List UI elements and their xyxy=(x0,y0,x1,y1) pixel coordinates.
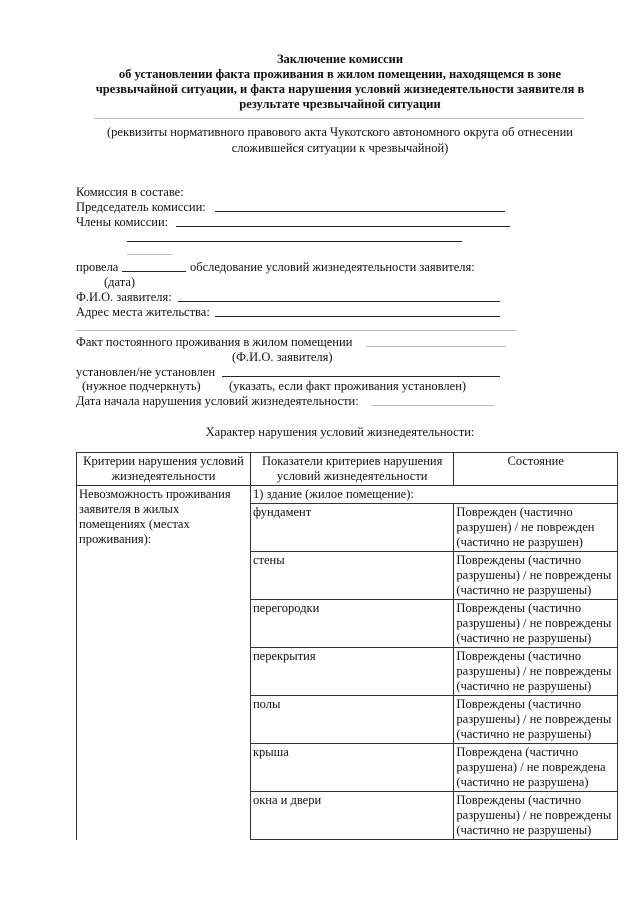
table-title: Характер нарушения условий жизнедеятельности: xyxy=(205,425,475,439)
address-field-2[interactable] xyxy=(76,330,516,331)
address-field[interactable] xyxy=(215,316,500,317)
state-cell: Повреждена (частично разрушена) / не повреждена (частично не разрушена) xyxy=(454,744,618,792)
chairman-label: Председатель комиссии: xyxy=(76,200,206,214)
state-cell: Повреждены (частично разрушены) / не повреждены (частично не разрушены) xyxy=(454,648,618,696)
start-date-field[interactable] xyxy=(372,405,494,406)
members-label: Члены комиссии: xyxy=(76,215,169,229)
members-field-1[interactable] xyxy=(176,226,510,227)
members-field-2[interactable] xyxy=(127,241,462,242)
table-header-row xyxy=(77,453,618,486)
table-row xyxy=(77,486,618,504)
conducted-suffix: обследование условий жизнедеятельности заявителя: xyxy=(190,260,475,274)
hint-underline: (нужное подчеркнуть) xyxy=(82,379,201,393)
indicator-cell: полы xyxy=(250,696,453,744)
date-hint: (дата) xyxy=(104,275,136,289)
group-cell: 1) здание (жилое помещение): xyxy=(250,486,617,504)
indicator-cell: перегородки xyxy=(250,600,453,648)
fact-fio-field[interactable] xyxy=(366,346,506,347)
fio-label: Ф.И.О. заявителя: xyxy=(76,290,172,304)
hint-specify: (указать, если факт проживания установлен) xyxy=(229,379,467,393)
violation-table xyxy=(76,452,618,840)
doc-title-line-3: чрезвычайной ситуации, и факта нарушения условий жизнедеятельности заявителя в xyxy=(95,82,585,96)
address-label: Адрес места жительства: xyxy=(76,305,210,319)
indicator-cell: стены xyxy=(250,552,453,600)
header-indicators: Показатели критериев нарушения условий жизнедеятельности xyxy=(250,453,453,486)
requisites-line xyxy=(94,118,584,119)
doc-title-line-1: Заключение комиссии xyxy=(276,52,404,66)
indicator-cell: окна и двери xyxy=(250,792,453,840)
state-cell: Поврежден (частично разрушен) / не поврежден (частично не разрушен) xyxy=(454,504,618,552)
requisites-note-1: (реквизиты нормативного правового акта Чукотского автономного округа об отнесении xyxy=(106,125,573,139)
criterion-cell: Невозможность проживания заявителя в жилых помещениях (местах проживания): xyxy=(77,486,251,840)
survey-date-field[interactable] xyxy=(122,271,186,272)
doc-title-line-2: об установлении факта проживания в жилом помещении, находящемся в зоне xyxy=(118,67,562,81)
fio-hint: (Ф.И.О. заявителя) xyxy=(232,350,333,364)
indicator-cell: крыша xyxy=(250,744,453,792)
members-field-3[interactable] xyxy=(127,254,172,255)
commission-label: Комиссия в составе: xyxy=(76,185,184,199)
start-date-label: Дата начала нарушения условий жизнедеятельности: xyxy=(76,394,359,408)
state-cell: Повреждены (частично разрушены) / не повреждены (частично не разрушены) xyxy=(454,600,618,648)
header-state: Состояние xyxy=(454,453,618,486)
header-criteria: Критерии нарушения условий жизнедеятельности xyxy=(77,453,251,486)
state-cell: Повреждены (частично разрушены) / не повреждены (частично не разрушены) xyxy=(454,696,618,744)
requisites-note-2: сложившейся ситуации к чрезвычайной) xyxy=(231,141,449,155)
doc-title-line-4: результате чрезвычайной ситуации xyxy=(239,97,441,111)
fact-label: Факт постоянного проживания в жилом помещении xyxy=(76,335,353,349)
established-field[interactable] xyxy=(222,376,500,377)
indicator-cell: перекрытия xyxy=(250,648,453,696)
state-cell: Повреждены (частично разрушены) / не повреждены (частично не разрушены) xyxy=(454,792,618,840)
chairman-field[interactable] xyxy=(215,211,505,212)
conducted-prefix: провела xyxy=(76,260,119,274)
fio-field[interactable] xyxy=(178,301,500,302)
indicator-cell: фундамент xyxy=(250,504,453,552)
state-cell: Повреждены (частично разрушены) / не повреждены (частично не разрушены) xyxy=(454,552,618,600)
established-label: установлен/не установлен xyxy=(76,365,216,379)
